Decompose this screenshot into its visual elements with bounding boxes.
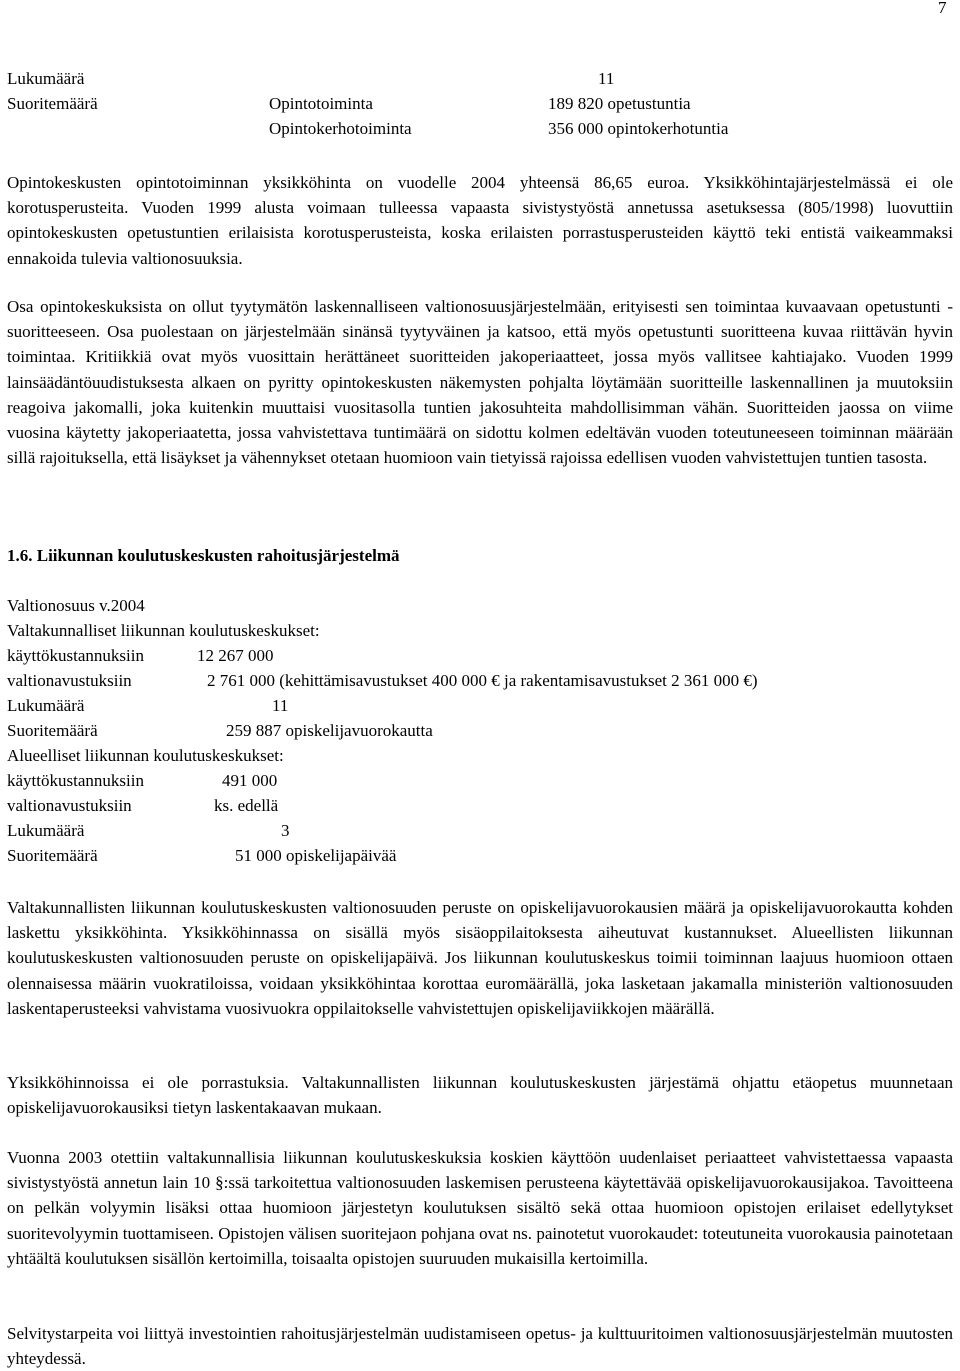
paragraph-national-basis: Valtakunnallisten liikunnan koulutuskeskusten valtionosuuden peruste on opiskelijavuorokausien määrä ja opiskelijavuorokautta kohden laskettu yksikköhinta. Yksikköhinnassa on sisällä myös sisäoppilaitoksesta aiheutuvat kustannukset. Alueellisten liikunnan koulutuskeskusten valtionosuuden peruste on opiskelijapäivä. Jos liikunnan koulutuskeskus toimii toiminnan laajuus huomioon ottaen olennaisessa määrin vuokratiloissa, voidaan yksikköhintaa korottaa euromäärällä, joka lasketaan jakamalla ministeriön valtionosuuden laskentaperusteeksi vahvistama vuosivuokra oppilaitokselle vahvistettujen opiskelijaviikkojen määrällä. (7, 898, 953, 1018)
paragraph-no-tiers: Yksikköhinnoissa ei ole porrastuksia. Valtakunnallisten liikunnan koulutuskeskusten järjestämä ohjattu etäopetus muunnetaan opiskelijavuorokausiksi tietyn laskentakaavan mukaan. (7, 1073, 953, 1118)
lukumaara-value: 11 (598, 69, 615, 88)
national-valtionavustus-value: 2 761 000 (kehittämisavustukset 400 000 € ja rakentamisavustukset 2 361 000 €) (207, 671, 758, 690)
valtionosuus-title: Valtionosuus v.2004 (7, 596, 145, 615)
opintotoiminta-label: Opintotoiminta (269, 94, 373, 113)
national-heading: Valtakunnalliset liikunnan koulutuskeskukset: (7, 621, 320, 640)
lukumaara-label: Lukumäärä (7, 69, 85, 88)
paragraph-2003-principles: Vuonna 2003 otettiin valtakunnallisia liikunnan koulutuskeskuksia koskien käyttöön uudenlaiset periaatteet vahvistettaessa vapaasta sivistystyöstä annetun lain 10 §:ssä tarkoitettua valtionosuuden laskemisen perusteena käytettävää opiskelijavuorokausijakoa. Tavoitteena on pelkän volyymin lisäksi ottaa huomioon järjestetyn koulutuksen sisältö sekä ottaa huomioon opistojen erilaiset edellytykset suoritevolyymin tuottamiseen. Opistojen välisen suoritejaon pohjana ovat ns. painotetut vuorokaudet: toteutuneita vuorokausia painotetaan yhtäältä koulutuksen sisällön kertoimilla, toisaalta opistojen suuruuden mukaisilla kertoimilla. (7, 1148, 953, 1268)
suoritemaara-label: Suoritemäärä (7, 94, 98, 113)
opintokerhotoiminta-value: 356 000 opintokerhotuntia (548, 119, 729, 138)
paragraph-criticism: Osa opintokeskuksista on ollut tyytymätön laskennalliseen valtionosuusjärjestelmään, erityisesti sen toimintaa kuvaavaan opetustunti -suoritteeseen. Osa puolestaan on järjestelmään sinänsä tyytyväinen ja katsoo, että myös opetustunti suoritteena kuvaa riittävän hyvin toimintaa. Kritiikkiä ovat myös vuosittain herättäneet suoritteiden jakoperiaatteet, jossa myös vallitsee kahtiajako. Vuoden 1999 lainsäädäntöuudistuksesta alkaen on pyritty opintokeskusten näkemysten pohjalta löytämään suoritteille laskennallinen ja muutoksiin reagoiva jakomalli, joka kuitenkin muuttaisi vuositasolla tuntien jakosuhteita mahdollisimman vähän. Suoritteiden jaossa on viime vuosina käytetty jakoperiaatetta, jossa vahvistettava tuntimäärä on sidottu kolmen edeltävän vuoden toteutuneeseen toiminnan määrään sillä rajoituksella, että lisäykset ja vähennykset otetaan huomioon vain tietyissä rajoissa edellisen vuoden vahvistettujen tuntien tasosta. (7, 297, 953, 468)
regional-suoritemaara-value: 51 000 opiskelijapäivää (235, 846, 397, 865)
regional-kaytto-value: 491 000 (222, 771, 278, 790)
national-suoritemaara-label: Suoritemäärä (7, 721, 98, 740)
national-kaytto-label: käyttökustannuksiin (7, 646, 144, 665)
regional-valtionavustus-value: ks. edellä (214, 796, 279, 815)
paragraph-unit-price: Opintokeskusten opintotoiminnan yksikköhinta on vuodelle 2004 yhteensä 86,65 euroa. Yksikköhintajärjestelmässä ei ole korotusperusteita. Vuoden 1999 alusta voimaan tulleessa vapaasta sivistystyöstä annetussa asetuksessa (805/1998) luovuttiin opintokeskusten opetustuntien erilaisista korotusperusteista, koska erilaisten porrastusperusteiden käyttö teki entistä vaikeammaksi ennakoida tulevia valtionosuuksia. (7, 173, 953, 268)
opintokerhotoiminta-label: Opintokerhotoiminta (269, 119, 412, 138)
paragraph-investment-needs: Selvitystarpeita voi liittyä investointien rahoitusjärjestelmän uudistamiseen opetus- ja kulttuuritoimen valtionosuusjärjestelmän muutosten yhteydessä. (7, 1324, 953, 1369)
regional-heading: Alueelliset liikunnan koulutuskeskukset: (7, 746, 284, 765)
page-number: 7 (938, 0, 947, 17)
national-suoritemaara-value: 259 887 opiskelijavuorokautta (226, 721, 433, 740)
national-valtionavustus-label: valtionavustuksiin (7, 671, 132, 690)
national-lukumaara-label: Lukumäärä (7, 696, 85, 715)
regional-lukumaara-value: 3 (281, 821, 290, 840)
opintotoiminta-value: 189 820 opetustuntia (548, 94, 691, 113)
national-kaytto-value: 12 267 000 (197, 646, 274, 665)
national-lukumaara-value: 11 (272, 696, 289, 715)
regional-lukumaara-label: Lukumäärä (7, 821, 85, 840)
regional-valtionavustus-label: valtionavustuksiin (7, 796, 132, 815)
regional-kaytto-label: käyttökustannuksiin (7, 771, 144, 790)
regional-suoritemaara-label: Suoritemäärä (7, 846, 98, 865)
section-heading: 1.6. Liikunnan koulutuskeskusten rahoitusjärjestelmä (7, 546, 400, 565)
